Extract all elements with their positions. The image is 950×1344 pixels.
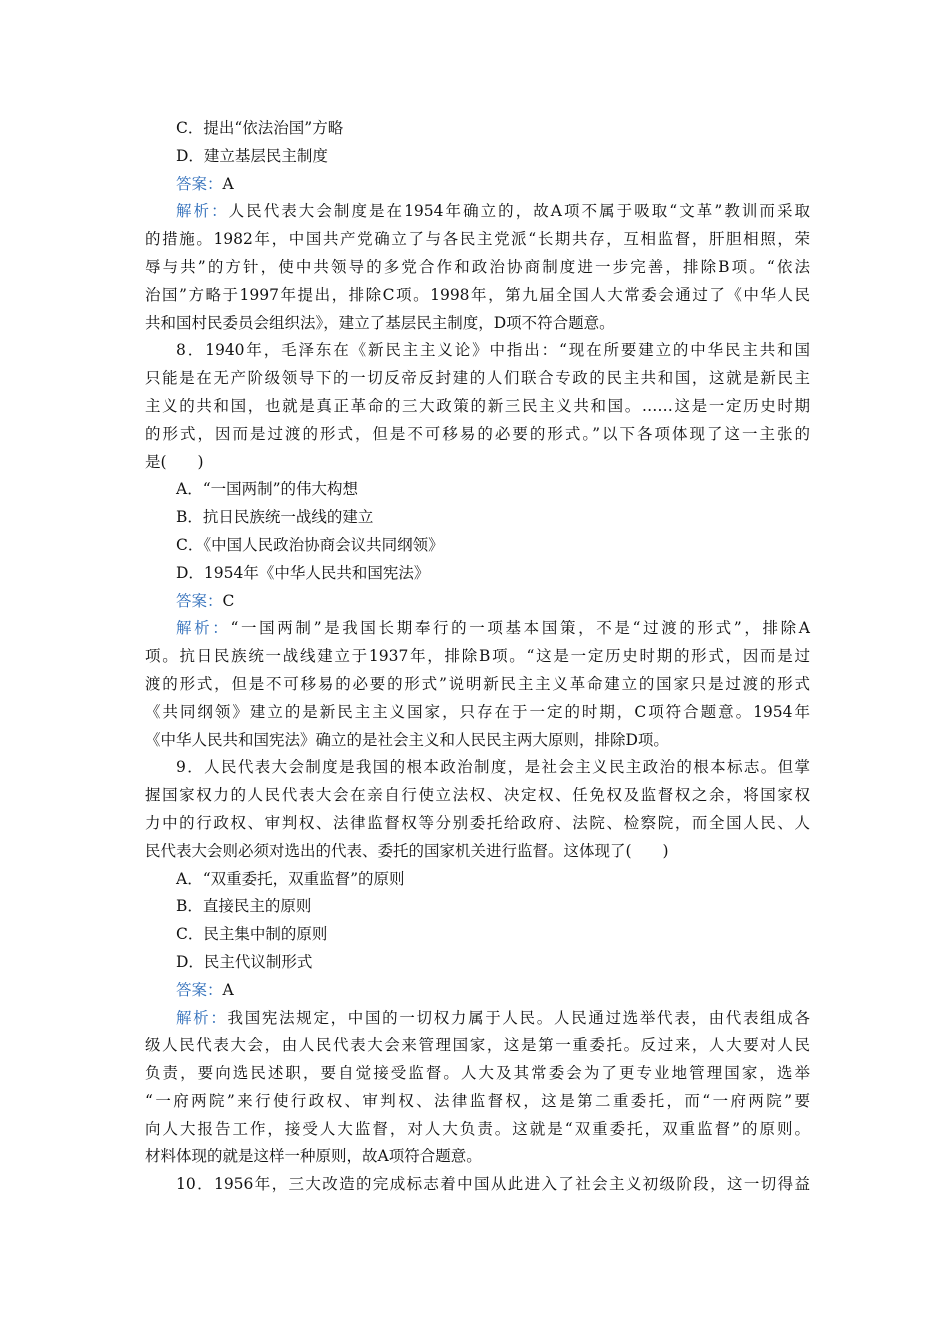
answer-label: 答案： bbox=[176, 980, 223, 999]
answer-value: C bbox=[222, 591, 235, 610]
answer-line bbox=[145, 171, 810, 199]
question-stem: 的形式，因而是过渡的形式，但是不可移易的必要的形式。”以下各项体现了这一主张的 bbox=[145, 424, 810, 443]
question-stem: 民代表大会则必须对选出的代表、委托的国家机关进行监督。这体现了( ) bbox=[145, 841, 669, 860]
analysis-label: 解析： bbox=[176, 619, 231, 638]
document-page bbox=[145, 115, 810, 1199]
analysis-label: 解析： bbox=[176, 1008, 228, 1027]
question-stem: 9．人民代表大会制度是我国的根本政治制度，是社会主义民主政治的根本标志。但掌 bbox=[176, 758, 810, 777]
analysis-line: 级人民代表大会，由人民代表大会来管理国家，这是第一重委托。反过来，人大要对人民 bbox=[145, 1036, 810, 1055]
question-stem: 8．1940年，毛泽东在《新民主主义论》中指出：“现在所要建立的中华民主共和国 bbox=[176, 341, 810, 360]
option-b: B．直接民主的原则 bbox=[176, 897, 312, 916]
analysis-line: 解析：“一国两制”是我国长期奉行的一项基本国策，不是“过渡的形式”，排除A bbox=[176, 619, 810, 638]
option-c: C．民主集中制的原则 bbox=[176, 925, 328, 944]
analysis-line: 向人大报告工作，接受人大监督，对人大负责。这就是“双重委托，双重监督”的原则。 bbox=[145, 1119, 810, 1138]
analysis-line: 材料体现的就是这样一种原则，故A项符合题意。 bbox=[145, 1147, 482, 1166]
answer-value: A bbox=[222, 980, 234, 999]
option-a: A．“一国两制”的伟大构想 bbox=[176, 480, 359, 499]
analysis-label: 解析： bbox=[176, 202, 229, 221]
analysis-line: 共和国村民委员会组织法》，建立了基层民主制度，D项不符合题意。 bbox=[145, 313, 615, 332]
analysis-line: 治国”方略于1997年提出，排除C项。1998年，第九届全国人大常委会通过了《中华人民 bbox=[145, 285, 810, 304]
question-stem: 只能是在无产阶级领导下的一切反帝反封建的人们联合专政的民主共和国，这就是新民主 bbox=[145, 369, 810, 388]
answer-label: 答案： bbox=[176, 174, 223, 193]
analysis-line: “一府两院”来行使行政权、审判权、法律监督权，这是第二重委托，而“一府两院”要 bbox=[145, 1091, 810, 1110]
question-stem: 主义的共和国，也就是真正革命的三大政策的新三民主义共和国。……这是一定历史时期 bbox=[145, 396, 810, 415]
analysis-line: 解析：我国宪法规定，中国的一切权力属于人民。人民通过选举代表，由代表组成各 bbox=[176, 1008, 810, 1027]
option-c: C．提出“依法治国”方略 bbox=[176, 119, 344, 137]
answer-line bbox=[145, 588, 810, 616]
question-stem: 是( ) bbox=[145, 452, 204, 471]
analysis-line: 项。抗日民族统一战线建立于1937年，排除B项。“这是一定历史时期的形式，因而是过 bbox=[145, 647, 810, 666]
question-stem: 力中的行政权、审判权、法律监督权等分别委托给政府、法院、检察院，而全国人民、人 bbox=[145, 813, 810, 832]
question-stem: 握国家权力的人民代表大会在亲自行使立法权、决定权、任免权及监督权之余，将国家权 bbox=[145, 786, 810, 805]
analysis-line: 负责，要向选民述职，要自觉接受监督。人大及其常委会为了更专业地管理国家，选举 bbox=[145, 1064, 810, 1083]
question-stem: 10．1956年，三大改造的完成标志着中国从此进入了社会主义初级阶段，这一切得益 bbox=[176, 1175, 810, 1194]
option-d: D．1954年《中华人民共和国宪法》 bbox=[176, 563, 430, 582]
option-c: C．《中国人民政治协商会议共同纲领》 bbox=[176, 535, 444, 554]
option-b: B．抗日民族统一战线的建立 bbox=[176, 508, 374, 527]
answer-label: 答案： bbox=[176, 591, 223, 610]
option-d: D．民主代议制形式 bbox=[176, 952, 313, 971]
answer-value: A bbox=[222, 174, 234, 193]
analysis-line: 《中华人民共和国宪法》确立的是社会主义和人民民主两大原则，排除D项。 bbox=[145, 730, 669, 749]
option-d: D．建立基层民主制度 bbox=[176, 146, 328, 165]
analysis-line: 解析：人民代表大会制度是在1954年确立的，故A项不属于吸取“文革”教训而采取 bbox=[176, 202, 810, 221]
analysis-line: 辱与共”的方针，使中共领导的多党合作和政治协商制度进一步完善，排除B项。“依法 bbox=[145, 257, 810, 276]
analysis-line: 《共同纲领》建立的是新民主主义国家，只存在于一定的时期，C项符合题意。1954年 bbox=[145, 702, 810, 721]
option-a: A．“双重委托，双重监督”的原则 bbox=[176, 869, 405, 888]
analysis-line: 的措施。1982年，中国共产党确立了与各民主党派“长期共存，互相监督，肝胆相照，荣 bbox=[145, 230, 810, 249]
analysis-line: 渡的形式，但是不可移易的必要的形式”说明新民主主义革命建立的国家只是过渡的形式 bbox=[145, 674, 810, 693]
answer-line bbox=[145, 977, 810, 1005]
